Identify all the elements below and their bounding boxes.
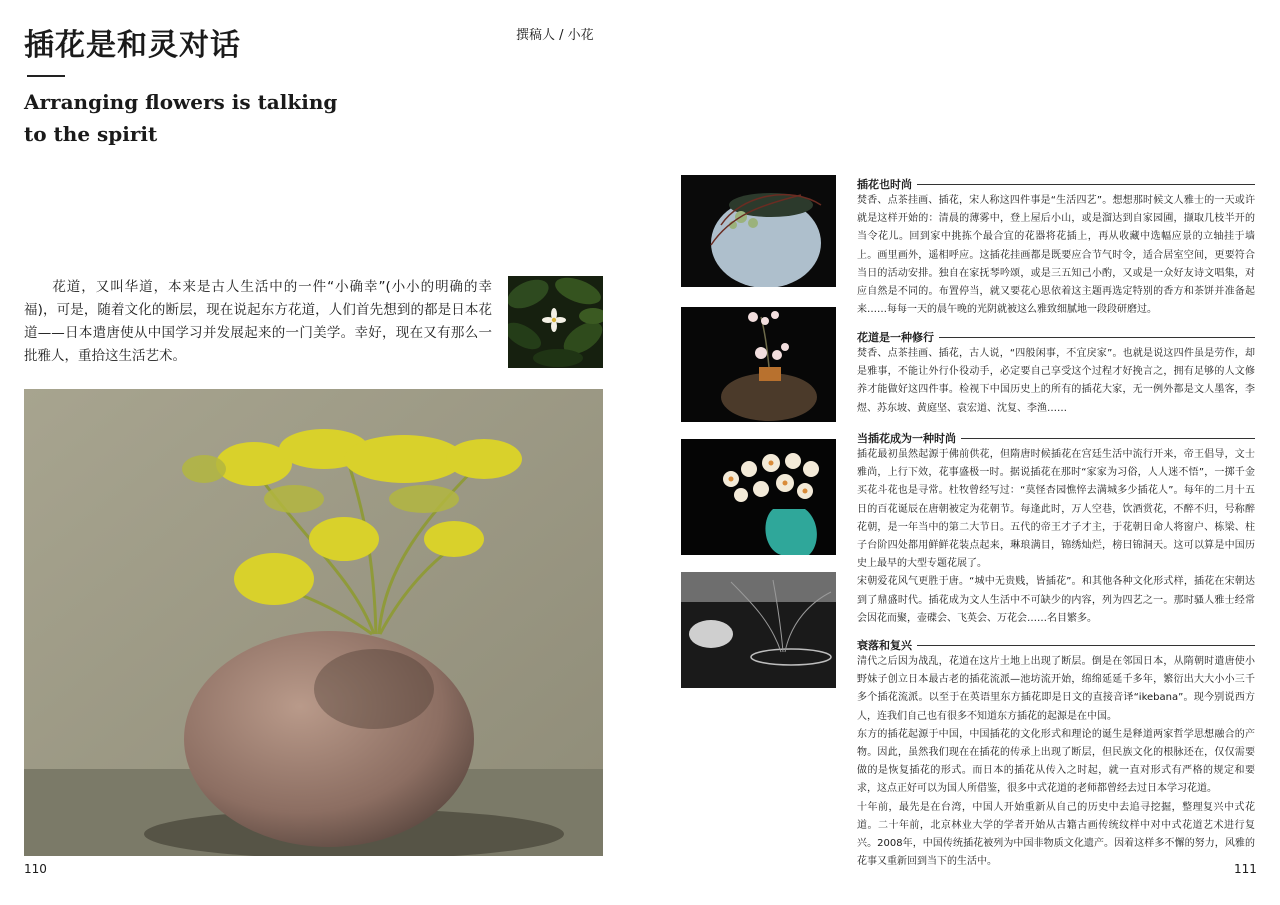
heading-rule (961, 438, 1255, 439)
section-heading: 插花也时尚 (857, 178, 912, 191)
section-paragraph: 宋朝爱花风气更胜于唐。“城中无贵贱，皆插花”。和其他各种文化形式样，插花在宋朝达到了鼎盛时代。插花成为文人生活中不可缺少的内容，列为四艺之一。那时骚人雅士经常会因花而聚，壶碟会、飞英会、万花会……名目繁多。 (857, 576, 1255, 624)
section-paragraph: 清代之后因为战乱，花道在这片土地上出现了断层。倒是在邻国日本，从隋朝时遣唐使小野妹子创立日本最古老的插花流派—池坊流开始，绵绵延延千多年，繁衍出大大小小三千多个插花流派。以至于在英语里东方插花即是日文的直接音译“ikebana”。现今别说西方人，连我们自己也有很多不知道东方插花的起源是在中国。 (857, 656, 1255, 722)
page-title: 插花是和灵对话 (24, 28, 241, 63)
section-heading: 当插花成为一种时尚 (857, 432, 956, 445)
byline: 撰稿人 / 小花 (516, 28, 594, 43)
pink-flower-vase-photo (681, 307, 836, 422)
yellow-flower-vase-photo (24, 389, 603, 856)
page-number-left: 110 (24, 862, 47, 876)
section-paragraph: 十年前，最先是在台湾，中国人开始重新从自己的历史中去追寻挖掘，整理复兴中式花道。二十年前，北京林业大学的学者开始从古籍古画传统纹样中对中式花道艺术进行复兴。2008年，中国传统插花被列为中国非物质文化遗产。因着这样多不懈的努力，风雅的花事又重新回到当下的生活中。 (857, 801, 1255, 868)
section-paragraph: 焚香、点茶挂画、插花，古人说，“四般闲事，不宜戾家”。也就是说这四件虽是劳作，却是雅事，不能让外行仆役动手，必定要自己享受这个过程才好挽言之，拥有足够的人文修养才能做好这四件事。检视下中国历史上的所有的插花大家，无一例外都是文人墨客，李煜、苏东坡、黄庭坚、袁宏道、沈复、李渔…… (857, 348, 1255, 414)
section-paragraph: 焚香、点茶挂画、插花，宋人称这四件事是“生活四艺”。想想那时候文人雅士的一天或许就是这样开始的：清晨的薄雾中，登上屋后小山，或是溜达到自家园圃，撷取几枝半开的当令花儿。回到家中挑拣个最合宜的花器将花插上，再从收藏中选幅应景的立轴挂于墙上。画里画外，遥相呼应。这插花挂画都是既要应合节气时令，适合居室空间，更要符合当日的活动安排。独自在家抚琴吟颂，或是三五知己小酌，又或是一众好友诗文唱集，对应自然是不同的。布置停当，就又要花心思依着这主题再选定特别的香方和茶饼并准备起来……每每一天的晨午晚的光阴就被这么雅致细腻地一段段研磨过。 (857, 195, 1255, 316)
heading-rule (917, 184, 1255, 185)
title-divider (27, 75, 65, 77)
section-heading: 花道是一种修行 (857, 331, 934, 344)
narcissus-teal-vase-photo (681, 439, 836, 555)
section-fashion (857, 176, 1255, 319)
white-flower-photo (508, 276, 603, 368)
page-number-right: 111 (1234, 862, 1257, 876)
section-heading: 衰落和复兴 (857, 639, 912, 652)
section-paragraph: 插花最初虽然起源于佛前供花，但隋唐时候插花在宫廷生活中流行开来，帝王倡导，文士雅尚，上行下效，花事盛极一时。据说插花在那时“家家为习俗，人人迷不悟”，一掷千金买花斗花也是寻常。杜牧曾经写过：“莫怪杏园憔悴去满城多少插花人”。每年的二月十五日的百花诞辰在唐朝被定为花朝节。每逢此时，万人空巷，饮酒赏花，不醉不归，号称醉花朝，是一年当中的第二大节日。五代的帝王才子才主，于花朝日命人将窗户、栋梁、柱子台阶四处都用鲜鲜花装点起来，琳琅满目，锦绣灿烂，榜曰锦洞天。这可以算是中国历史上最早的大型专题花展了。 (857, 449, 1255, 570)
heading-rule (939, 337, 1255, 338)
section-practice (857, 329, 1255, 418)
section-trend (857, 430, 1255, 628)
section-revival (857, 637, 1255, 871)
white-bowl-succulent-photo (681, 175, 836, 287)
heading-rule (917, 645, 1255, 646)
intro-paragraph: 花道，又叫华道，本来是古人生活中的一件“小确幸”(小小的明确的幸福)，可是，随着文化的断层，现在说起东方花道，人们首先想到的都是日本花道——日本遣唐使从中国学习并发展起来的一门美学。幸好，现在又有那么一批雅人，重拾这生活艺术。 (24, 279, 492, 364)
english-title: Arranging flowers is talking to the spirit (24, 90, 338, 146)
bw-branch-photo (681, 572, 836, 688)
section-paragraph: 东方的插花起源于中国，中国插花的文化形式和理论的诞生是释道两家哲学思想融合的产物。因此，虽然我们现在在插花的传承上出现了断层，但民族文化的根脉还在，仅仅需要做的是恢复插花的形式。而日本的插花从传入之时起，就一直对形式有严格的规定和要求，这点正好可以为国人所借鉴，很多中式花道的老师都曾经去过日本学习花道。 (857, 728, 1255, 795)
